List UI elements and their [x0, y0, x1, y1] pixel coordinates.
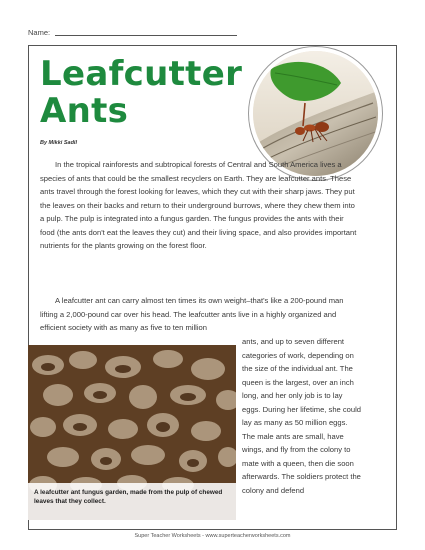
name-field	[28, 28, 237, 37]
photo-caption: A leafcutter ant fungus garden, made from the pulp of chewed leaves that they collect.	[28, 483, 236, 520]
paragraph-1: In the tropical rainforests and subtropical forests of Central and South America lives a species of ants that could be the smallest recyclers on Earth. They are leafcutter ants. These ants travel through the forest looking for leaves, which they cut with their sharp jaws. They put the leaves on their backs and return to their underground burrows, where they chew them into a pulp. The pulp is integrated into a fungus garden. The fungus provides the ants with their food (the ants don't eat the leaves they cut) and their living space, and also provides important nutrients for the plants growing on the forest floor.	[40, 160, 357, 250]
title-line-1: Leafcutter	[40, 54, 243, 94]
name-blank-line[interactable]	[55, 35, 237, 36]
footer-credit: Super Teacher Worksheets - www.superteacherworksheets.com	[134, 533, 291, 539]
byline: By Mikki Sadil	[40, 140, 77, 146]
paragraph-2-wrap: ants, and up to seven different categories of work, depending on the size of the individual ant. The queen is the largest, over an inch long, and her only job is to lay eggs. During her lifetime, she could lay as many as 50 million eggs. The male ants are small, have wings, and fly from the colony to mate with a queen, then die soon afterwards. The soldiers protect the colony and defend	[242, 337, 362, 495]
article-title	[40, 56, 242, 130]
title-line-2: Ants	[40, 91, 129, 131]
paragraph-2-top: A leafcutter ant can carry almost ten times its own weight–that's like a 200-pound man lifting a 2,000-pound car over his head. The leafcutter ants live in a highly organized and efficient society with as many as five to ten million	[40, 296, 344, 332]
name-label: Name:	[28, 28, 51, 37]
